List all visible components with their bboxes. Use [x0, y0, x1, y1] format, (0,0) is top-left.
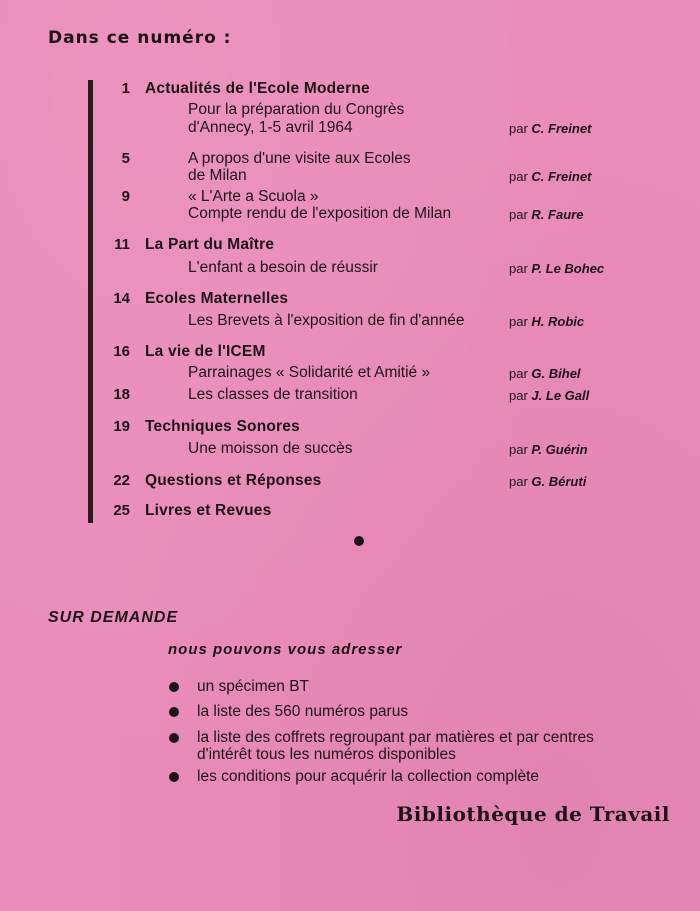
offer-line: les conditions pour acquérir la collection complète — [197, 768, 540, 785]
toc-section-title: Techniques Sonores — [145, 418, 300, 435]
toc-row — [0, 418, 700, 438]
toc-row — [0, 119, 700, 139]
toc-article-title: Les Brevets à l'exposition de fin d'année — [188, 312, 465, 329]
toc-author-name: G. Bihel — [531, 366, 581, 381]
toc-author-par: par — [509, 261, 528, 276]
toc-article-title: Les classes de transition — [188, 386, 358, 403]
toc-row — [0, 290, 700, 310]
toc-section-title: Livres et Revues — [145, 502, 272, 519]
toc-page-number: 22 — [113, 472, 130, 489]
toc-author-par: par — [509, 442, 528, 457]
toc-author-name: G. Béruti — [531, 474, 587, 489]
separator-dot-icon — [354, 536, 364, 546]
toc-author — [509, 261, 604, 276]
toc-author-name: P. Guérin — [531, 442, 588, 457]
toc-section-title: La vie de l'ICEM — [145, 343, 266, 360]
toc-article-title: « L'Arte a Scuola » — [188, 188, 319, 205]
toc-author-name: P. Le Bohec — [531, 261, 605, 276]
offer-line: la liste des 560 numéros parus — [197, 703, 409, 720]
toc-row — [0, 167, 700, 187]
toc-page-number: 19 — [113, 418, 130, 435]
toc-article-title: A propos d'une visite aux Ecoles — [188, 150, 411, 167]
toc-page-number: 11 — [114, 236, 130, 253]
toc-row — [0, 386, 700, 406]
offer-line: la liste des coffrets regroupant par matières et par centres — [197, 729, 594, 746]
toc-section-title: Actualités de l'Ecole Moderne — [145, 80, 370, 97]
toc-author — [509, 388, 589, 403]
bullet-icon — [169, 707, 179, 717]
offer-item — [197, 703, 408, 720]
toc-author-name: H. Robic — [531, 314, 585, 329]
toc-page-number: 25 — [113, 502, 130, 519]
toc-row — [0, 472, 700, 492]
toc-page-number: 5 — [121, 150, 130, 167]
bullet-icon — [169, 682, 179, 692]
toc-row — [0, 364, 700, 384]
contents-heading: Dans ce numéro : — [48, 28, 232, 48]
publisher-name: Bibliothèque de Travail — [396, 802, 670, 826]
toc-author — [509, 169, 591, 184]
bullet-icon — [169, 772, 179, 782]
toc-author-par: par — [509, 121, 528, 136]
toc-page-number: 16 — [113, 343, 130, 360]
toc-author-par: par — [509, 366, 528, 381]
toc-author — [509, 474, 586, 489]
nous-pouvons-subheading: nous pouvons vous adresser — [168, 641, 403, 658]
toc-section-title: Questions et Réponses — [145, 472, 322, 489]
toc-author-par: par — [509, 388, 528, 403]
toc-article-title: Compte rendu de l'exposition de Milan — [188, 205, 452, 222]
toc-article-title: d'Annecy, 1-5 avril 1964 — [188, 119, 353, 136]
toc-article-title: Pour la préparation du Congrès — [188, 101, 405, 118]
toc-page-number: 9 — [121, 188, 130, 205]
toc-author — [509, 207, 583, 222]
toc-author-name: C. Freinet — [531, 169, 592, 184]
toc-page-number: 18 — [113, 386, 130, 403]
toc-row — [0, 440, 700, 460]
toc-article-title: de Milan — [188, 167, 247, 184]
toc-row — [0, 236, 700, 256]
offer-item — [197, 729, 594, 763]
toc-section-title: La Part du Maître — [145, 236, 275, 253]
toc-author-par: par — [509, 314, 528, 329]
sur-demande-heading: SUR DEMANDE — [48, 609, 179, 626]
toc-author — [509, 121, 591, 136]
toc-author — [509, 366, 581, 381]
toc-article-title: Une moisson de succès — [188, 440, 353, 457]
toc-row — [0, 101, 700, 121]
toc-section-title: Ecoles Maternelles — [145, 290, 289, 307]
offer-line: un spécimen BT — [197, 678, 309, 695]
bullet-icon — [169, 733, 179, 743]
toc-author — [509, 314, 584, 329]
toc-author-par: par — [509, 169, 528, 184]
toc-author-name: R. Faure — [531, 207, 584, 222]
toc-article-title: Parrainages « Solidarité et Amitié » — [188, 364, 431, 381]
toc-author-par: par — [509, 207, 528, 222]
toc-row — [0, 205, 700, 225]
toc-row — [0, 343, 700, 363]
offer-line: d'intérêt tous les numéros disponibles — [197, 746, 456, 763]
toc-author-name: J. Le Gall — [531, 388, 590, 403]
toc-author — [509, 442, 588, 457]
toc-page-number: 1 — [121, 80, 130, 97]
offer-item — [197, 678, 309, 695]
toc-author-par: par — [509, 474, 528, 489]
toc-article-title: L'enfant a besoin de réussir — [188, 259, 378, 276]
toc-row — [0, 259, 700, 279]
toc-row — [0, 312, 700, 332]
toc-author-name: C. Freinet — [531, 121, 592, 136]
offer-item — [197, 768, 539, 785]
toc-row — [0, 80, 700, 100]
toc-page-number: 14 — [113, 290, 130, 307]
toc-row — [0, 502, 700, 522]
